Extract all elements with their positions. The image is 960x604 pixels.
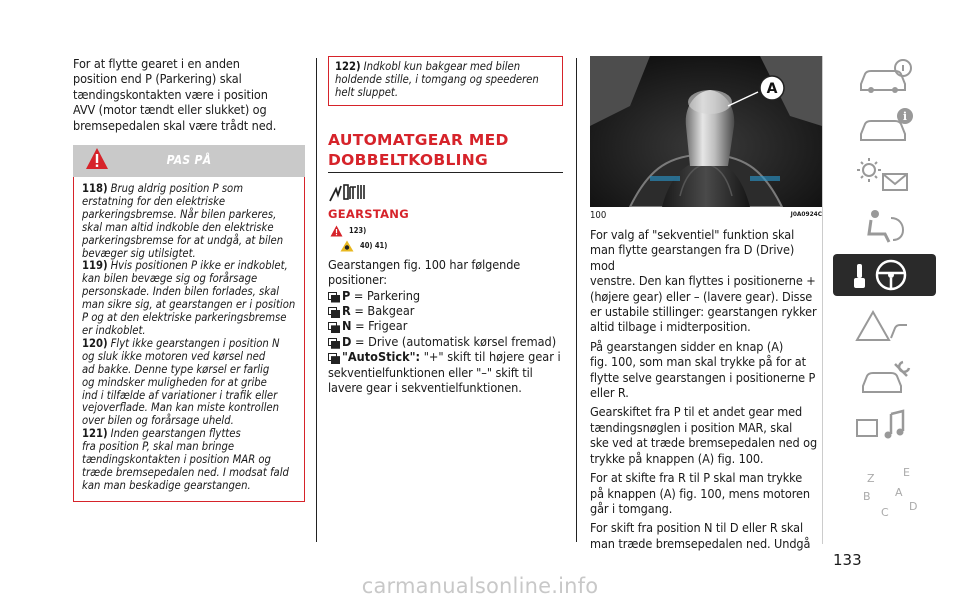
warning-triangle-icon: [330, 225, 343, 237]
tab-starting-driving[interactable]: [833, 254, 936, 296]
chapter-sidebar: [833, 56, 936, 544]
intro-paragraph: [73, 56, 305, 133]
tab-car-info[interactable]: [833, 56, 936, 98]
tab-lights[interactable]: [833, 154, 936, 196]
index-letter: B: [863, 490, 871, 503]
autostick-continuation: [328, 365, 563, 396]
note-number: 120): [82, 336, 108, 350]
warning-note: [82, 428, 296, 493]
text-line: på knappen (A) fig. 100, mens motoren: [590, 485, 810, 501]
warning-note: [82, 183, 296, 260]
gear-description: "+" skift til højere gear i: [420, 349, 561, 365]
note-text: helt sluppet.: [335, 85, 399, 99]
gear-key: P: [342, 287, 351, 303]
note-text: parkeringsbremse. Når bilen parkeres,: [82, 207, 277, 221]
note-text: skal man altid indkoble den elektriske: [82, 220, 274, 234]
note-text: ad bakke. Denne type kørsel er farlig: [82, 362, 270, 376]
figure-label-a: A: [766, 81, 778, 97]
note-text: erstatning for den elektriske: [82, 194, 226, 208]
index-letter: D: [909, 500, 918, 513]
tab-index[interactable]: [833, 458, 936, 519]
subsection-title: GEARSTANG: [328, 206, 409, 221]
note-text: tændingskontakten i position MAR og: [82, 453, 271, 467]
note-text: P og at den elektriske parkeringsbremse: [82, 311, 287, 325]
gear-key: R: [342, 302, 351, 318]
index-icon: [833, 458, 936, 542]
index-letter: E: [903, 466, 910, 479]
sidebar-divider: [822, 56, 823, 544]
warning-box: [73, 177, 305, 502]
reference-number: 40) 41): [360, 241, 388, 251]
gear-position-item: [328, 349, 563, 364]
text-line: lavere gear i sekventielfunktionen.: [328, 379, 522, 395]
note-text: over bilen og forårsage uheld.: [82, 414, 234, 428]
bullet-icon: [328, 307, 338, 316]
tab-emergency[interactable]: [833, 306, 936, 348]
text-line: Gearstangen fig. 100 har følgende: [328, 256, 521, 272]
seat-airbag-icon: [833, 204, 936, 246]
text-line: AVV (motor tændt eller slukket) og: [73, 102, 267, 118]
gear-lever-figure: [590, 56, 822, 207]
emergency-icon: [833, 306, 936, 348]
column-3: [590, 56, 822, 555]
note-number: 121): [82, 427, 108, 441]
index-letter: C: [881, 506, 889, 519]
gear-description: = Drive (automatisk kørsel fremad): [351, 333, 557, 349]
paragraph: [590, 470, 822, 516]
note-number: 122): [335, 60, 361, 73]
text-line: man flytte gearstangen fra D (Drive) mod: [590, 242, 795, 273]
note-text: bevæger sig utilsigtet.: [82, 246, 196, 260]
text-line: positioner:: [328, 272, 388, 288]
gearstick-intro: [328, 257, 563, 288]
paragraph: [590, 520, 822, 551]
text-line: Gearskiftet fra P til et andet gear med: [590, 404, 803, 420]
note-text: Inden gearstangen flyttes: [110, 427, 241, 441]
text-line: tændingsnøglen i position MAR, skal: [590, 419, 793, 435]
note-line: [82, 480, 296, 493]
warning-note: [82, 260, 296, 337]
multimedia-icon: [833, 406, 936, 448]
lights-message-icon: [833, 154, 936, 196]
figure-code: J0A0924C: [790, 210, 822, 218]
figure-number: 100: [590, 210, 607, 221]
text-line: For skift fra position N til D eller R skal: [590, 520, 804, 536]
note-text: holdende stille, i tomgang og speederen: [335, 72, 539, 86]
note-text: man sikre sig, at gearstangen er i position: [82, 298, 296, 312]
note-text: fra position P, skal man bringe: [82, 440, 235, 454]
column-2: [328, 56, 563, 395]
watermark: carmanualsonline.info: [361, 574, 599, 598]
note-text: kan man beskadige gearstangen.: [82, 478, 251, 492]
automatic-transmission-icon: [328, 181, 370, 203]
note-text: ind i tilfælde af variationer i trafik eller: [82, 388, 278, 402]
text-line: trykke på knappen (A) fig. 100.: [590, 450, 764, 466]
section-title: [328, 130, 563, 170]
gear-description: = Bakgear: [350, 302, 415, 318]
page-number: 133: [833, 551, 862, 569]
text-line: For at skifte fra R til P skal man trykke: [590, 470, 803, 486]
text-line: sekventielfunktionen eller "–" skift til: [328, 364, 533, 380]
reference-line-1: [330, 225, 563, 237]
tab-safety[interactable]: [833, 204, 936, 246]
text-line: (højere gear) eller – (lavere gear). Disse: [590, 288, 813, 304]
paragraph: [590, 339, 822, 401]
text-line: position end P (Parkering) skal: [73, 71, 242, 87]
section-title-line: AUTOMATGEAR MED: [328, 130, 509, 149]
text-line: altid tilbage i midterposition.: [590, 319, 751, 335]
column-1: [73, 56, 305, 502]
note-text: og mindsker muligheden for at gribe: [82, 375, 267, 389]
text-line: For at flytte gearet i en anden: [73, 56, 240, 71]
note-box-122: [328, 56, 563, 106]
text-line: flytte selve gearstangen i positionerne P: [590, 369, 816, 385]
gear-position-item: [328, 318, 563, 333]
warning-car-icon: [833, 104, 936, 146]
gear-lever-photo: [590, 56, 822, 207]
note-text: og sluk ikke motoren ved kørsel ned: [82, 349, 266, 363]
gear-key: D: [342, 333, 352, 349]
text-line: For valg af "sekventiel" funktion skal: [590, 227, 795, 242]
note-text: vejoverflade. Man kan miste kontrollen: [82, 401, 279, 415]
bullet-icon: [328, 292, 338, 301]
service-icon: [833, 356, 936, 398]
note-122: [335, 61, 556, 100]
tab-service[interactable]: [833, 356, 936, 398]
note-text: træde bremsepedalen ned. I modsat fald: [82, 465, 289, 479]
paragraph: [590, 227, 822, 335]
note-text: Hvis positionen P ikke er indkoblet,: [110, 259, 288, 273]
gear-description: = Parkering: [350, 287, 421, 303]
tab-multimedia[interactable]: [833, 406, 936, 448]
note-text: Flyt ikke gearstangen i position N: [110, 336, 280, 350]
text-line: man træde bremsepedalen ned. Undgå: [590, 535, 811, 551]
note-text: parkeringsbremse for at undgå, at bilen: [82, 233, 284, 247]
paragraph: [590, 404, 822, 466]
warning-title: PAS PÅ: [166, 153, 212, 168]
column-3-text: [590, 227, 822, 551]
gear-description: = Frigear: [351, 318, 408, 334]
reference-number: 123): [349, 226, 367, 236]
note-text: personskade. Inden bilen forlades, skal: [82, 285, 280, 299]
index-letter: Z: [867, 472, 875, 485]
section-rule: [328, 172, 563, 173]
text-line: ske ved at træde bremsepedalen ned og: [590, 435, 818, 451]
gear-position-item: [328, 288, 563, 303]
text-line: fig. 100, som man skal trykke på for at: [590, 354, 806, 370]
text-line: eller R.: [590, 385, 629, 401]
gear-key: "AutoStick":: [342, 349, 421, 365]
bullet-icon: [328, 353, 338, 362]
note-number: 119): [82, 259, 108, 273]
text-line: er ustabile stillinger: gearstangen rykker: [590, 304, 817, 320]
column-divider: [576, 58, 577, 542]
index-letter: A: [895, 486, 903, 499]
note-text: er indkoblet.: [82, 324, 146, 337]
gear-position-item: [328, 303, 563, 318]
note-text: Brug aldrig position P som: [110, 182, 244, 196]
gear-position-item: [328, 334, 563, 349]
svg-text:i: i: [902, 110, 908, 123]
text-line: På gearstangen sidder en knap (A): [590, 338, 784, 354]
text-line: går i tomgang.: [590, 500, 673, 516]
figure-caption: [590, 210, 822, 221]
bullet-icon: [328, 322, 338, 331]
text-line: venstre. Den kan flyttes i positionerne +: [590, 273, 816, 289]
note-text: kan bilen bevæge sig og forårsage: [82, 272, 258, 286]
gear-position-list: [328, 288, 563, 365]
text-line: bremsepedalen skal være trådt ned.: [73, 117, 277, 133]
starting-driving-icon: [833, 254, 936, 296]
tab-dashboard[interactable]: [833, 104, 936, 146]
gear-key: N: [342, 318, 352, 334]
column-divider: [316, 58, 317, 542]
caution-triangle-icon: [340, 240, 354, 252]
bullet-icon: [328, 338, 338, 347]
text-line: tændingskontakten være i position: [73, 86, 268, 102]
section-title-line: DOBBELTKOBLING: [328, 150, 488, 169]
note-number: 118): [82, 182, 108, 196]
warning-note: [82, 338, 296, 428]
reference-line-2: [340, 240, 563, 252]
warning-header: [73, 145, 305, 177]
car-info-icon: [833, 56, 936, 98]
note-text: Indkobl kun bakgear med bilen: [363, 60, 521, 73]
